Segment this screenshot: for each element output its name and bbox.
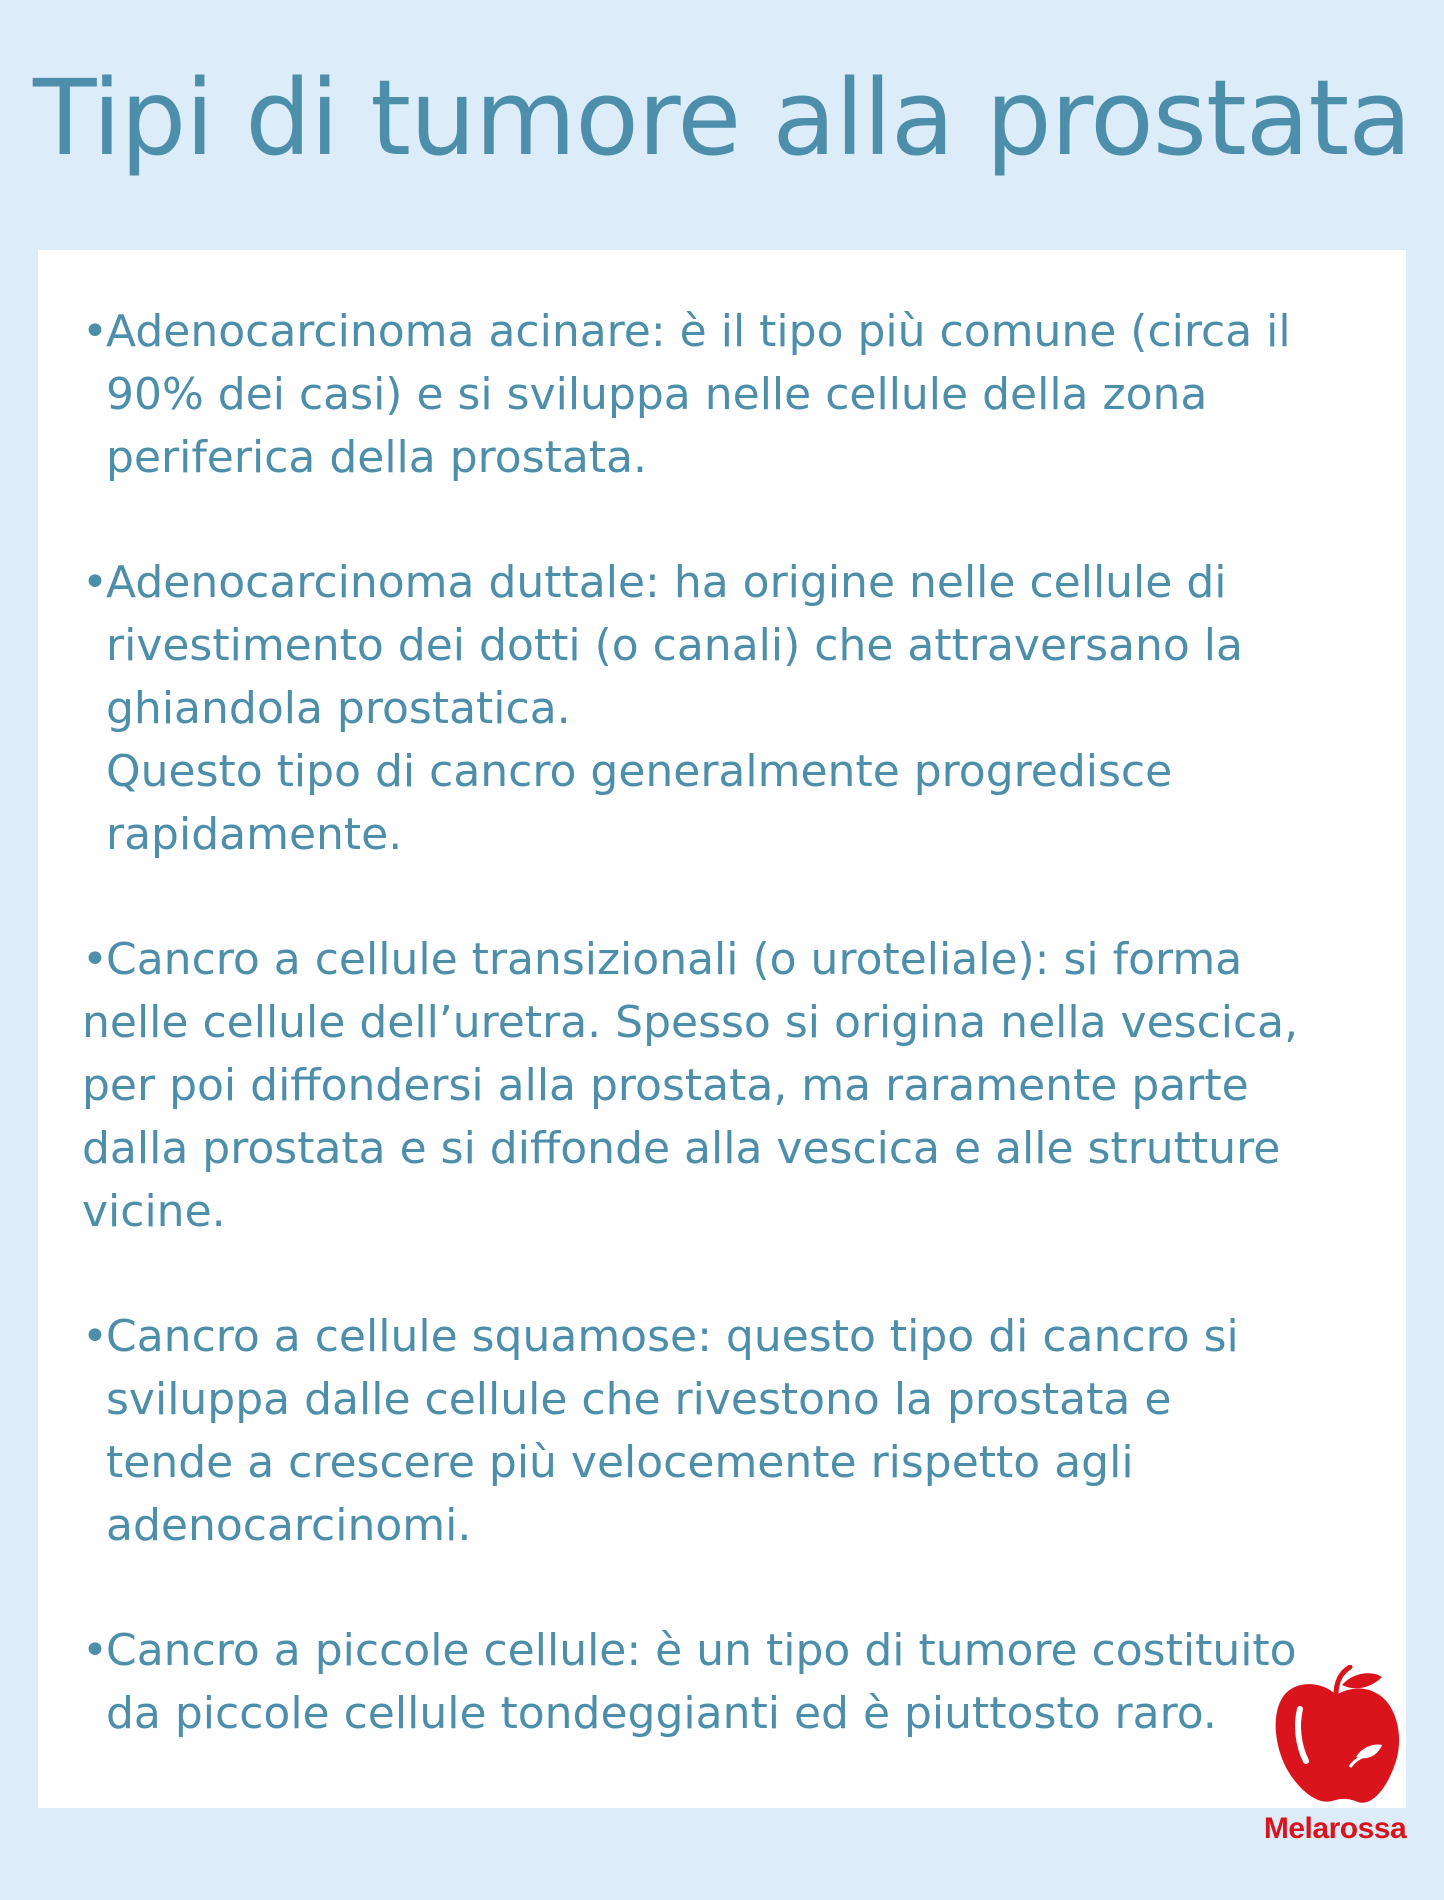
item-line: dalla prostata e si diffonde alla vescica e alle strutture (82, 1123, 1281, 1174)
item-text (82, 1619, 1382, 1745)
list-item-acinare (82, 300, 1382, 489)
bullet: • (82, 306, 108, 357)
apple-icon (1270, 1665, 1400, 1810)
item-text (82, 928, 1382, 1243)
item-line: vicine. (82, 1186, 226, 1237)
bullet: • (82, 934, 108, 985)
item-line: ghiandola prostatica. (106, 683, 571, 734)
content-card (38, 250, 1406, 1808)
item-line: Adenocarcinoma acinare: è il tipo più comune (circa il (106, 306, 1291, 357)
item-text (82, 1305, 1382, 1557)
bullet: • (82, 1625, 108, 1676)
item-line: Adenocarcinoma duttale: ha origine nelle cellule di (106, 557, 1227, 608)
item-line: da piccole cellule tondeggianti ed è piuttosto raro. (106, 1688, 1217, 1739)
item-line: Cancro a piccole cellule: è un tipo di tumore costituito (106, 1625, 1297, 1676)
bullet: • (82, 1311, 108, 1362)
item-line: Cancro a cellule transizionali (o uroteliale): si forma (106, 934, 1243, 985)
logo-text: Melarossa (1263, 1812, 1407, 1845)
tumor-types-list (82, 300, 1382, 1807)
item-line: per poi diffondersi alla prostata, ma raramente parte (82, 1060, 1249, 1111)
item-text (82, 300, 1382, 489)
item-line: rapidamente. (106, 809, 403, 860)
item-text (82, 551, 1382, 866)
item-line: Cancro a cellule squamose: questo tipo di cancro si (106, 1311, 1239, 1362)
bullet: • (82, 557, 108, 608)
list-item-transizionali (82, 928, 1382, 1243)
item-line: sviluppa dalle cellule che rivestono la prostata e (106, 1374, 1172, 1425)
item-line: Questo tipo di cancro generalmente progredisce (106, 746, 1173, 797)
melarossa-logo (1250, 1665, 1420, 1865)
item-line: rivestimento dei dotti (o canali) che attraversano la (106, 620, 1243, 671)
list-item-piccole-cellule (82, 1619, 1382, 1745)
item-line: tende a crescere più velocemente rispetto agli (106, 1437, 1134, 1488)
item-line: periferica della prostata. (106, 432, 648, 483)
item-line: nelle cellule dell’uretra. Spesso si origina nella vescica, (82, 997, 1299, 1048)
item-line: 90% dei casi) e si sviluppa nelle cellule della zona (106, 369, 1208, 420)
list-item-squamose (82, 1305, 1382, 1557)
page-title: Tipi di tumore alla prostata (33, 57, 1411, 179)
item-line: adenocarcinomi. (106, 1500, 472, 1551)
list-item-duttale (82, 551, 1382, 866)
